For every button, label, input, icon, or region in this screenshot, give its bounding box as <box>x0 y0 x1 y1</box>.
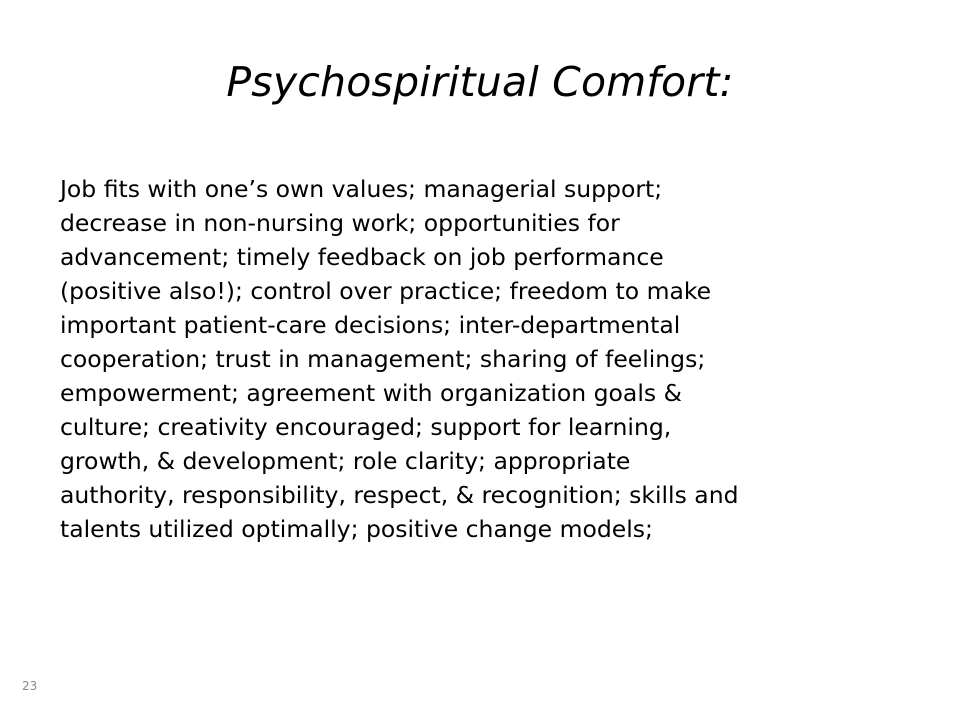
body-line-7: empowerment; agreement with organization goals & <box>60 379 682 407</box>
body-line-4: (positive also!); control over practice; freedom to make <box>60 277 712 305</box>
body-line-9: growth, & development; role clarity; appropriate <box>60 447 631 475</box>
slide-title: Psychospiritual Comfort: <box>226 58 734 106</box>
body-line-10: authority, responsibility, respect, & recognition; skills and <box>60 481 739 509</box>
body-line-11: talents utilized optimally; positive change models; <box>60 515 653 543</box>
body-text <box>60 172 920 546</box>
body-line-5: important patient-care decisions; inter-departmental <box>60 311 681 339</box>
body-line-6: cooperation; trust in management; sharing of feelings; <box>60 345 706 373</box>
body-line-3: advancement; timely feedback on job performance <box>60 243 664 271</box>
body-line-1: Job fits with one’s own values; managerial support; <box>60 175 663 203</box>
body-line-2: decrease in non-nursing work; opportunities for <box>60 209 620 237</box>
page-number: 23 <box>22 679 38 693</box>
body-line-8: culture; creativity encouraged; support for learning, <box>60 413 672 441</box>
